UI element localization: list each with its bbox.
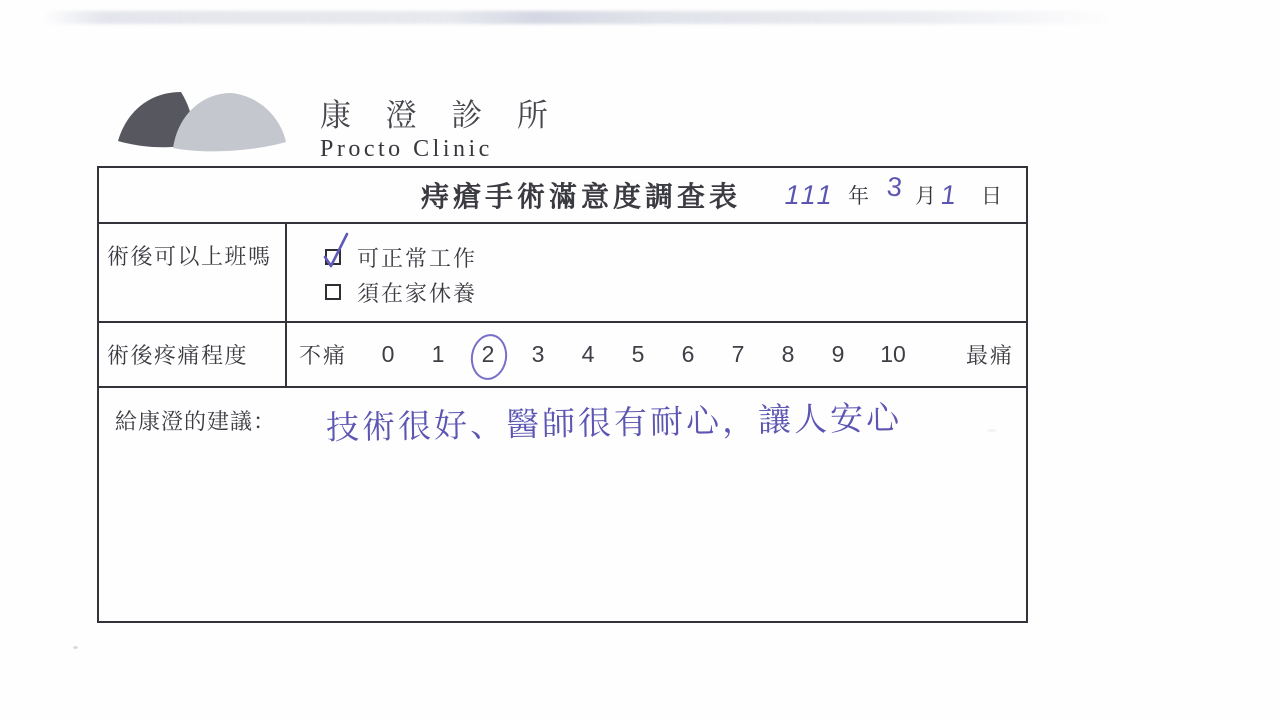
pain-scale-max-label: 最痛 (965, 343, 1014, 368)
pain-level-label: 術後疼痛程度 (99, 323, 287, 386)
pain-scale-1: 1 (431, 341, 445, 367)
date-month-label: 月 (914, 185, 936, 208)
date-year-value: 111 (781, 179, 839, 210)
date-month-value: 3 (885, 170, 904, 203)
clinic-name-block (320, 90, 561, 163)
option-label-rest-home: 須在家休養 (357, 280, 478, 306)
survey-form-table (97, 166, 1028, 623)
pain-scale-6: 6 (681, 341, 695, 367)
pain-scale-10: 10 (880, 341, 906, 367)
pain-scale (287, 323, 1026, 386)
pain-level-row (99, 321, 1026, 386)
pain-scale-numbers (377, 341, 937, 368)
clinic-name-zh: 康 澄 診 所 (320, 98, 561, 133)
checkbox-can-work-checked (325, 249, 341, 265)
work-options-cell (287, 224, 1026, 321)
option-can-work-normally (325, 243, 1026, 271)
pain-scale-min-label: 不痛 (299, 343, 348, 368)
form-title: 痔瘡手術滿意度調查表 (421, 181, 742, 212)
pain-scale-2-selected: 2 (477, 341, 499, 368)
clinic-logo-icon (103, 84, 295, 156)
pain-scale-0: 0 (381, 341, 395, 367)
clinic-name-en: Procto Clinic (320, 136, 493, 162)
pain-scale-4: 4 (581, 341, 595, 367)
date-day-label: 日 (981, 185, 1002, 208)
work-question-label: 術後可以上班嗎 (99, 224, 287, 321)
date-year-label: 年 (847, 185, 869, 208)
suggestion-label: 給康澄的建議： (115, 409, 277, 434)
pain-scale-7: 7 (731, 341, 745, 367)
scan-speck (73, 646, 78, 649)
pain-scale-5: 5 (631, 341, 645, 367)
option-label-can-work: 可正常工作 (357, 245, 478, 271)
pain-scale-8: 8 (781, 341, 795, 367)
date-fields (781, 170, 1002, 211)
pain-scale-3: 3 (531, 341, 545, 367)
option-rest-at-home (325, 278, 1026, 306)
scan-artifact-streak (42, 11, 1117, 24)
date-day-value: 1 (938, 179, 959, 210)
logo-domes-icon (103, 84, 295, 156)
handwritten-comment: 技術很好、醫師很有耐心，讓人安心 (325, 398, 903, 447)
suggestion-row (99, 386, 1026, 621)
checkbox-rest-home-unchecked (325, 284, 341, 300)
pain-scale-9: 9 (831, 341, 845, 367)
title-row (99, 168, 1026, 222)
work-question-row (99, 222, 1026, 321)
handwritten-checkmark-icon (321, 231, 353, 271)
